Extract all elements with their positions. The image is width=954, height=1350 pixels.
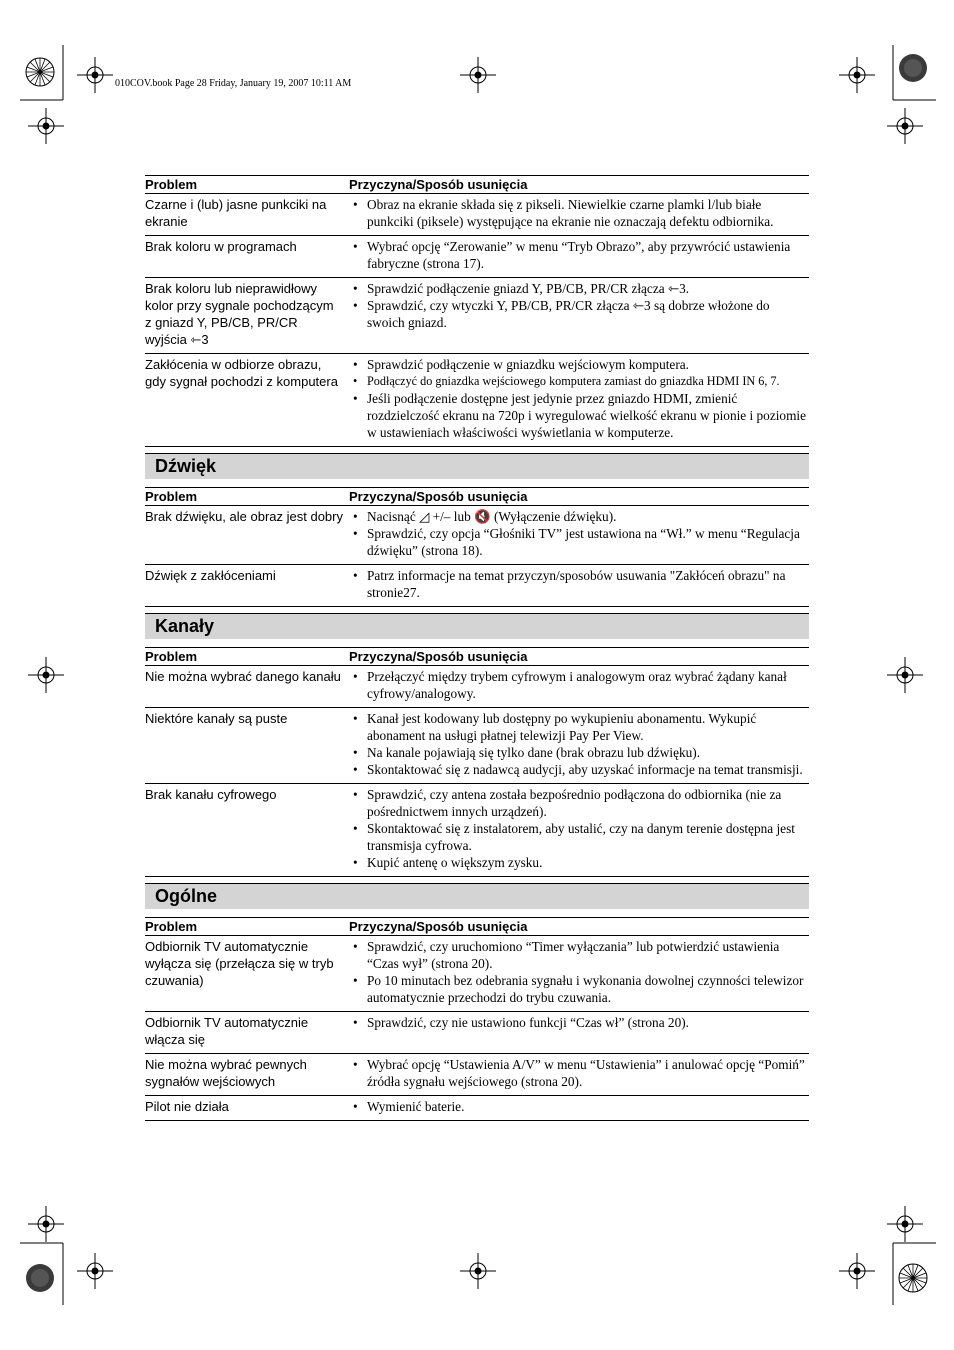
problem-cell: Odbiornik TV automatycznie włącza się bbox=[145, 1015, 309, 1047]
table-row bbox=[145, 194, 809, 236]
section-heading-channels bbox=[145, 613, 809, 639]
table-header bbox=[145, 175, 809, 194]
table-row bbox=[145, 666, 809, 708]
problem-cell: Dźwięk z zakłóceniami bbox=[145, 568, 276, 583]
header-cause: Przyczyna/Sposób usunięcia bbox=[349, 489, 528, 504]
cause-item: • Sprawdzić podłączenie gniazd Y, PB/CB, PR/CR złącza ⇽3. bbox=[349, 280, 809, 297]
problem-cell: Brak dźwięku, ale obraz jest dobry bbox=[145, 509, 343, 524]
header-problem: Problem bbox=[145, 489, 198, 504]
table-header bbox=[145, 917, 809, 936]
problem-cell: Czarne i (lub) jasne punkciki na ekranie bbox=[145, 197, 327, 229]
troubleshooting-content bbox=[145, 175, 809, 1121]
table-row bbox=[145, 278, 809, 354]
cause-item: • Sprawdzić, czy opcja “Głośniki TV” jest ustawiona na “Wł.” w menu “Regulacja dźwięku” (strona 18). bbox=[349, 525, 809, 559]
problem-cell: Niektóre kanały są puste bbox=[145, 711, 288, 726]
problem-cell: Brak koloru lub nieprawidłowy kolor przy sygnale pochodzącym z gniazd Y, PB/CB, PR/CR wyjścia ⇽3 bbox=[145, 281, 334, 347]
section-heading-sound bbox=[145, 453, 809, 479]
cause-item: • Sprawdzić, czy uruchomiono “Timer wyłączania” lub potwierdzić ustawienia “Czas wył” (strona 20). bbox=[349, 938, 809, 972]
cause-item: • Sprawdzić, czy nie ustawiono funkcji “Czas wł” (strona 20). bbox=[349, 1014, 809, 1031]
cause-item: • Po 10 minutach bez odebrania sygnału i wykonania dowolnej czynności telewizor automatycznie przechodzi do trybu czuwania. bbox=[349, 972, 809, 1006]
problem-cell: Brak koloru w programach bbox=[145, 239, 297, 254]
cause-item: • Kanał jest kodowany lub dostępny po wykupieniu abonamentu. Wykupić abonament na usługi płatnej telewizji Pay Per View. bbox=[349, 710, 809, 744]
section-title: Kanały bbox=[155, 616, 215, 636]
table-row bbox=[145, 565, 809, 607]
table-header bbox=[145, 487, 809, 506]
cause-item: • Sprawdzić, czy wtyczki Y, PB/CB, PR/CR złącza ⇽3 są dobrze włożone do swoich gniazd. bbox=[349, 297, 809, 331]
header-cause: Przyczyna/Sposób usunięcia bbox=[349, 919, 528, 934]
table-row bbox=[145, 354, 809, 447]
section-title: Ogólne bbox=[155, 886, 217, 906]
cause-item: • Sprawdzić podłączenie w gniazdku wejściowym komputera. bbox=[349, 356, 809, 373]
table-row bbox=[145, 1096, 809, 1121]
problem-cell: Pilot nie działa bbox=[145, 1099, 229, 1114]
cause-item: • Na kanale pojawiają się tylko dane (brak obrazu lub dźwięku). bbox=[349, 744, 809, 761]
problem-cell: Nie można wybrać danego kanału bbox=[145, 669, 341, 684]
section-title: Dźwięk bbox=[155, 456, 217, 476]
table-row bbox=[145, 1054, 809, 1096]
table-row bbox=[145, 236, 809, 278]
table-row bbox=[145, 936, 809, 1012]
cause-item: • Nacisnąć ◿ +/– lub 🔇 (Wyłączenie dźwięku). bbox=[349, 508, 809, 525]
problem-cell: Brak kanału cyfrowego bbox=[145, 787, 277, 802]
header-cause: Przyczyna/Sposób usunięcia bbox=[349, 177, 528, 192]
file-label: 010COV.book Page 28 Friday, January 19, 2007 10:11 AM bbox=[115, 78, 352, 89]
header-cause: Przyczyna/Sposób usunięcia bbox=[349, 649, 528, 664]
cause-item: • Jeśli podłączenie dostępne jest jedynie przez gniazdo HDMI, zmienić rozdzielczość ekranu na 720p i wyregulować wielkość ekranu w pionie i poziomie w ustawieniach właściwości wyświetlania w komputerze. bbox=[349, 390, 809, 441]
table-row bbox=[145, 708, 809, 784]
cause-item: • Sprawdzić, czy antena została bezpośrednio podłączona do odbiornika (nie za pośrednictwem innych urządzeń). bbox=[349, 786, 809, 820]
problem-cell: Nie można wybrać pewnych sygnałów wejściowych bbox=[145, 1057, 307, 1089]
cause-item: • Skontaktować się z instalatorem, aby ustalić, czy na danym terenie dostępna jest transmisja cyfrowa. bbox=[349, 820, 809, 854]
table-row bbox=[145, 784, 809, 877]
table-row bbox=[145, 1012, 809, 1054]
cause-item: • Wybrać opcję “Zerowanie” w menu “Tryb Obrazo”, aby przywrócić ustawienia fabryczne (strona 17). bbox=[349, 238, 809, 272]
cause-item: • Przełączyć między trybem cyfrowym i analogowym oraz wybrać żądany kanał cyfrowy/analogowy. bbox=[349, 668, 809, 702]
header-problem: Problem bbox=[145, 919, 198, 934]
cause-item: • Wymienić baterie. bbox=[349, 1098, 809, 1115]
table-row bbox=[145, 506, 809, 565]
table-header bbox=[145, 647, 809, 666]
cause-item: • Wybrać opcję “Ustawienia A/V” w menu “Ustawienia” i anulować opcję “Pomiń” źródła sygnału wejściowego (strona 20). bbox=[349, 1056, 809, 1090]
cause-item: • Podłączyć do gniazdka wejściowego komputera zamiast do gniazdka HDMI IN 6, 7. bbox=[349, 373, 809, 390]
header-problem: Problem bbox=[145, 649, 198, 664]
cause-item: • Kupić antenę o większym zysku. bbox=[349, 854, 809, 871]
problem-cell: Odbiornik TV automatycznie wyłącza się (przełącza się w tryb czuwania) bbox=[145, 939, 334, 988]
header-problem: Problem bbox=[145, 177, 198, 192]
problem-cell: Zakłócenia w odbiorze obrazu, gdy sygnał pochodzi z komputera bbox=[145, 357, 338, 389]
cause-item: • Patrz informacje na temat przyczyn/sposobów usuwania "Zakłóceń obrazu" na stronie27. bbox=[349, 567, 809, 601]
cause-item: • Obraz na ekranie składa się z pikseli. Niewielkie czarne plamki l/lub białe punkciki (piksele) występujące na ekranie nie oznaczają defektu odbiornika. bbox=[349, 196, 809, 230]
cause-item: • Skontaktować się z nadawcą audycji, aby uzyskać informacje na temat transmisji. bbox=[349, 761, 809, 778]
section-heading-general bbox=[145, 883, 809, 909]
